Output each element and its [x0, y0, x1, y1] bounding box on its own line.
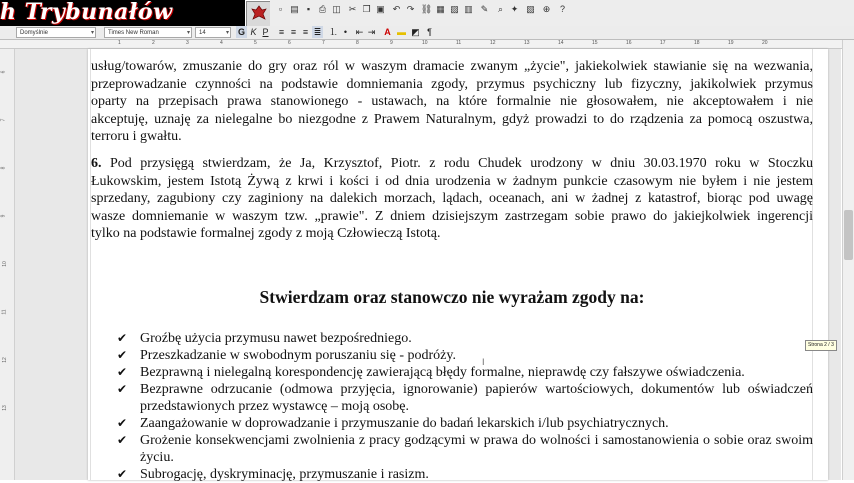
- underline-button[interactable]: P: [262, 27, 269, 37]
- ruler-number: 16: [626, 40, 632, 46]
- draw-functions-icon[interactable]: ✎: [480, 4, 489, 14]
- ruler-number: 9: [0, 214, 7, 218]
- decrease-indent-icon[interactable]: ⇤: [355, 27, 364, 37]
- italic-button[interactable]: K: [250, 27, 257, 37]
- chevron-down-icon: ▾: [225, 30, 229, 36]
- align-left-icon[interactable]: ≡: [278, 27, 285, 37]
- list-item-text: Groźbę użycia przymusu nawet bezpośredniego.: [140, 331, 412, 346]
- font-color-icon[interactable]: A: [384, 27, 391, 37]
- list-item-text: Przeszkadzanie w swobodnym poruszaniu się - podróży.: [140, 348, 456, 363]
- bullets-icon[interactable]: •: [343, 27, 348, 37]
- help-icon[interactable]: ?: [559, 4, 565, 14]
- text-line-content: Pod przysięgą stwierdzam, że Ja, Krzysztof, Piotr. z rodu Chudek urodzony w dniu 30.03.1970 roku w Stoczku: [110, 156, 814, 171]
- ruler-number: 6: [288, 40, 291, 46]
- bold-button[interactable]: G: [237, 27, 245, 37]
- checkmark-icon: ✔: [117, 365, 128, 379]
- font-size-select[interactable]: [195, 27, 231, 38]
- font-name-select[interactable]: [104, 27, 192, 38]
- paragraph-6[interactable]: [91, 155, 813, 243]
- print-icon[interactable]: ⎙: [318, 4, 327, 14]
- checkmark-icon: ✔: [117, 416, 128, 430]
- page-indicator-tooltip: Strona 2 / 3: [805, 340, 837, 351]
- list-item-text: Subrogację, dyskryminację, przymuszanie i rasizm.: [140, 467, 429, 482]
- ruler-number: 13: [524, 40, 530, 46]
- list-item[interactable]: [117, 381, 813, 415]
- new-document-icon[interactable]: ▫: [278, 4, 283, 14]
- ruler-number: 8: [356, 40, 359, 46]
- scrollbar-thumb[interactable]: [844, 210, 853, 260]
- ruler-number: 8: [0, 166, 7, 170]
- chevron-down-icon: ▾: [90, 30, 94, 36]
- list-item[interactable]: [117, 347, 813, 364]
- font-name-value: Times New Roman: [108, 30, 159, 36]
- checkmark-icon: ✔: [117, 331, 128, 345]
- horizontal-ruler[interactable]: [0, 40, 854, 49]
- checkmark-icon: ✔: [117, 348, 128, 362]
- hyperlink-icon[interactable]: ⛓: [420, 4, 433, 14]
- preview-icon[interactable]: ◫: [332, 4, 341, 14]
- align-center-icon[interactable]: ≡: [290, 27, 297, 37]
- list-item-text: Zaangażowanie w doprowadzanie i przymuszanie do badań lekarskich i/lub psychiatrycznych.: [140, 416, 669, 431]
- ruler-number: 2: [152, 40, 155, 46]
- undo-icon[interactable]: ↶: [392, 4, 401, 14]
- ruler-number: 11: [1, 309, 8, 315]
- text-line: przeprowadzanie czynności na podstawie domniemania zgody, przymus psychiczny lub fizyczny, jakikolwiek przymus: [91, 76, 813, 92]
- zoom-icon[interactable]: ⊕: [542, 4, 551, 14]
- text-line: oparty na przepisach prawa stanowionego - ustawach, na które formalnie nie głosowałem, nie akceptowałem i nie: [91, 94, 813, 109]
- ruler-number: 17: [660, 40, 666, 46]
- text-line: [91, 155, 813, 173]
- increase-indent-icon[interactable]: ⇥: [367, 27, 376, 37]
- ruler-number: 19: [728, 40, 734, 46]
- text-line: akceptuję, uznaję za nielegalne bo niezgodne z Prawem Naturalnym, gdyż prowadzi to do rządzenia za pomocą oszustwa,: [91, 111, 813, 127]
- ruler-number: 10: [422, 40, 428, 46]
- ruler-number: 10: [1, 261, 8, 267]
- list-item[interactable]: [117, 432, 813, 466]
- list-item-text: Bezprawną i nielegalną korespondencję zawierającą błędy formalne, nieprawdę czy fałszywe oświadczenia.: [140, 365, 745, 380]
- background-color-icon[interactable]: ◩: [411, 27, 420, 37]
- cut-icon[interactable]: ✂: [348, 4, 357, 14]
- text-line: terroru i gwałtu.: [91, 129, 182, 144]
- ruler-number: 6: [0, 70, 7, 74]
- standard-toolbar: [270, 0, 854, 27]
- ruler-number: 18: [694, 40, 700, 46]
- find-icon[interactable]: ⌕: [497, 4, 504, 14]
- text-line: usług/towarów, zmuszanie do gry oraz ról w waszym dramacie zwanym „życie", jakiekolwiek stawianie się na wezwania,: [91, 59, 813, 74]
- text-line: Łukowskim, jestem Istotą Żywą z krwi i kości i od dnia urodzenia w żadnym punkcie czasowym nie byłem i nie jestem: [91, 173, 813, 189]
- section-heading: Stwierdzam oraz stanowczo nie wyrażam zgody na:: [259, 287, 645, 307]
- list-item[interactable]: [117, 330, 813, 347]
- text-line: tylko na podstawie formalnej zgody z moją Człowieczą Istotą.: [91, 226, 441, 241]
- open-folder-icon[interactable]: ▤: [290, 4, 299, 14]
- text-cursor-icon: I: [482, 357, 485, 367]
- vertical-ruler[interactable]: [0, 49, 15, 480]
- image-icon[interactable]: ▨: [450, 4, 459, 14]
- paragraph-mark-icon[interactable]: ¶: [427, 27, 432, 37]
- ruler-number: 7: [0, 118, 7, 122]
- ruler-number: 15: [592, 40, 598, 46]
- ruler-number: 4: [220, 40, 223, 46]
- ruler-number: 14: [558, 40, 564, 46]
- list-item[interactable]: [117, 466, 813, 483]
- list-item-text: Bezprawne odrzucanie (odmowa przyjęcia, ignorowanie) papierów wartościowych, dokumentów lub oświadczeń przedstawionych przez wystawcę – moją osobę.: [140, 382, 813, 414]
- checkmark-icon: ✔: [117, 467, 128, 481]
- paragraph-style-value: Domyślnie: [20, 30, 49, 36]
- align-justify-icon[interactable]: ≣: [313, 27, 322, 37]
- ruler-number: 13: [1, 405, 8, 411]
- redo-icon[interactable]: ↷: [406, 4, 415, 14]
- ruler-number: 12: [490, 40, 496, 46]
- copy-icon[interactable]: ❐: [362, 4, 371, 14]
- list-item[interactable]: [117, 415, 813, 432]
- vertical-scrollbar[interactable]: [842, 40, 854, 480]
- ruler-number: 3: [186, 40, 189, 46]
- checklist: [117, 330, 813, 483]
- ruler-number: 1: [118, 40, 121, 46]
- ruler-number: 20: [762, 40, 768, 46]
- video-title-banner: [0, 0, 245, 26]
- gallery-icon[interactable]: ▧: [526, 4, 535, 14]
- text-line: sprzedany, zagubiony czy zaginiony na dalekich morzach, lądach, oceanach, ani w żadnej z katastrof, biorąc pod uwagę: [91, 191, 813, 206]
- table-icon[interactable]: ▦: [436, 4, 445, 14]
- ruler-number: 12: [1, 357, 8, 363]
- highlight-icon[interactable]: ▬: [397, 27, 406, 37]
- ruler-number: 11: [456, 40, 462, 46]
- checkmark-icon: ✔: [117, 382, 128, 396]
- align-right-icon[interactable]: ≡: [302, 27, 309, 37]
- numbering-icon[interactable]: ⒈: [328, 27, 338, 37]
- ruler-number: 5: [254, 40, 257, 46]
- banner-title: h Trybunałów: [0, 0, 173, 25]
- paste-icon[interactable]: ▣: [376, 4, 385, 14]
- eagle-emblem-icon: [246, 1, 272, 27]
- ruler-number: 7: [322, 40, 325, 46]
- list-item-text: Grożenie konsekwencjami zwolnienia z pracy godzącymi w prawa do wolności i samostanowienia o sobie oraz swoim życiu.: [140, 433, 813, 465]
- text-line: wasze domniemanie w waszym tzw. „prawie". Z dniem dzisiejszym zastrzegam sobie prawo do jakiejkolwiek ingerencji: [91, 208, 813, 224]
- navigator-icon[interactable]: ✦: [510, 4, 519, 14]
- list-item[interactable]: [117, 364, 813, 381]
- paragraph-style-select[interactable]: [16, 27, 96, 38]
- chart-icon[interactable]: ▥: [464, 4, 473, 14]
- paragraph-5-continuation[interactable]: [91, 58, 813, 146]
- chevron-down-icon: ▾: [186, 30, 190, 36]
- formatting-toolbar: [0, 26, 854, 40]
- ruler-number: 9: [390, 40, 393, 46]
- save-icon[interactable]: ▪: [306, 4, 311, 14]
- checkmark-icon: ✔: [117, 433, 128, 447]
- paragraph-number: 6.: [91, 156, 102, 171]
- font-size-value: 14: [199, 30, 206, 36]
